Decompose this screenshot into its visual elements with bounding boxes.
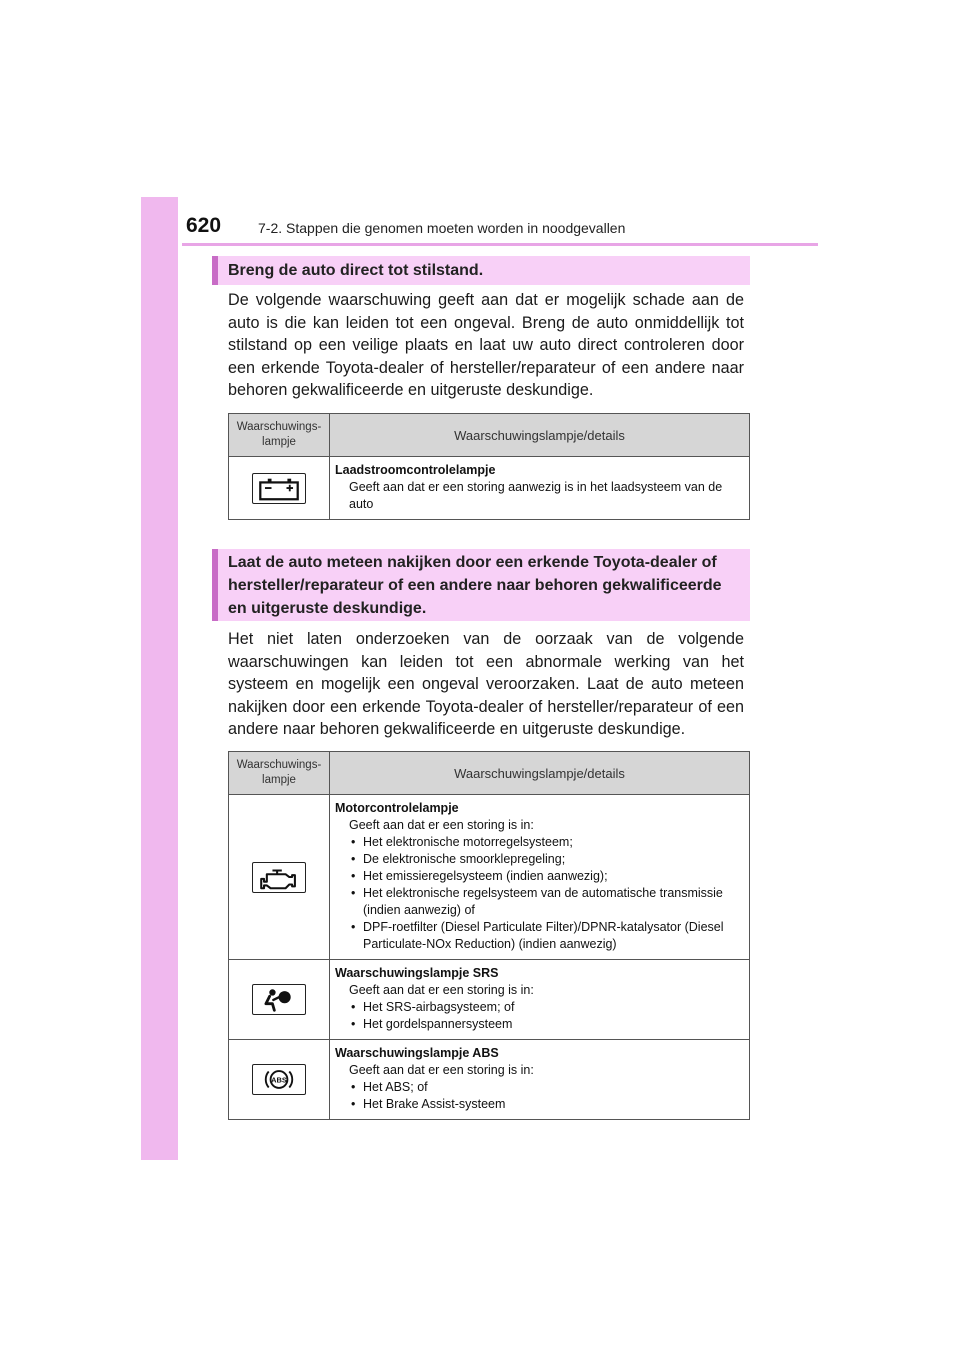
section-paragraph-inspect: Het niet laten onderzoeken van de oorzaak van de volgende waarschuwingen kan leiden tot een abnormale werking van het systeem en mogelijk een ongeval veroorzaken. Laat de auto meteen nakijken door een erkende Toyota-dealer of hersteller/reparateur of een andere naar behoren gekwalificeerde en uitgeruste deskundige. xyxy=(228,630,744,738)
warning-table-inspect xyxy=(228,751,750,1120)
warning-table-stop xyxy=(228,413,750,520)
chapter-sidebar-tab xyxy=(141,197,178,1160)
list-item: • Het SRS-airbagsysteem; of xyxy=(349,999,743,1016)
lamp-name: Waarschuwingslampje ABS xyxy=(335,1046,499,1060)
list-item: • DPF-roetfilter (Diesel Particulate Filter)/DPNR-katalysator (Diesel Particulate-NOx Reduction) (indien aanwezig) xyxy=(349,919,743,953)
icon-cell xyxy=(229,960,330,1040)
section-heading-stop: Breng de auto direct tot stilstand. xyxy=(212,256,750,285)
table-row xyxy=(229,1040,750,1120)
list-item: • Het emissieregelsysteem (indien aanwezig); xyxy=(349,868,743,885)
lamp-description: Geeft aan dat er een storing aanwezig is in het laadsysteem van de auto xyxy=(349,480,723,511)
fault-list xyxy=(335,999,743,1033)
icon-cell xyxy=(229,457,330,520)
list-item: • Het gordelspannersysteem xyxy=(349,1016,743,1033)
details-cell xyxy=(330,457,750,520)
lamp-name: Motorcontrolelampje xyxy=(335,801,459,815)
list-item: • Het ABS; of xyxy=(349,1079,743,1096)
column-header-details: Waarschuwingslampje/details xyxy=(330,414,750,457)
page-number: 620 xyxy=(186,214,222,237)
lamp-name: Laadstroomcontrolelampje xyxy=(335,463,496,477)
table-row xyxy=(229,457,750,520)
table-header-row xyxy=(229,414,750,457)
icon-cell xyxy=(229,795,330,960)
fault-list xyxy=(335,834,743,953)
abs-icon xyxy=(252,1064,306,1095)
column-header-lamp: Waarschuwings-lampje xyxy=(229,752,330,795)
list-item: • Het Brake Assist-systeem xyxy=(349,1096,743,1113)
abs-icon-text: ABS xyxy=(271,1075,287,1085)
table-row xyxy=(229,960,750,1040)
lamp-description: Geeft aan dat er een storing is in: xyxy=(349,983,534,997)
list-item: • De elektronische smoorklepregeling; xyxy=(349,851,743,868)
details-cell xyxy=(330,960,750,1040)
lamp-description: Geeft aan dat er een storing is in: xyxy=(349,818,534,832)
fault-list xyxy=(335,1079,743,1113)
header-divider xyxy=(182,243,818,246)
column-header-lamp: Waarschuwings-lampje xyxy=(229,414,330,457)
srs-airbag-icon xyxy=(252,984,306,1015)
chapter-title: 7-2. Stappen die genomen moeten worden in noodgevallen xyxy=(258,220,626,236)
details-cell xyxy=(330,795,750,960)
section-paragraph-stop: De volgende waarschuwing geeft aan dat er mogelijk schade aan de auto is die kan leiden tot een ongeval. Breng de auto onmiddellijk tot stilstand op een veilige plaats en laat uw auto direct controleren door een erkende Toyota-dealer of hersteller/reparateur of een andere naar behoren gekwalificeerde en uitgeruste deskundige. xyxy=(228,291,744,399)
list-item: • Het elektronische motorregelsysteem; xyxy=(349,834,743,851)
lamp-description: Geeft aan dat er een storing is in: xyxy=(349,1063,534,1077)
details-cell xyxy=(330,1040,750,1120)
column-header-details: Waarschuwingslampje/details xyxy=(330,752,750,795)
list-item: • Het elektronische regelsysteem van de automatische transmissie (indien aanwezig) of xyxy=(349,885,743,919)
table-row xyxy=(229,795,750,960)
lamp-name: Waarschuwingslampje SRS xyxy=(335,966,499,980)
icon-cell xyxy=(229,1040,330,1120)
section-heading-inspect: Laat de auto meteen nakijken door een erkende Toyota-dealer of hersteller/reparateur of een andere naar behoren gekwalificeerde en uitgeruste deskundige. xyxy=(212,549,750,621)
engine-icon xyxy=(252,862,306,893)
table-header-row xyxy=(229,752,750,795)
battery-icon xyxy=(252,473,306,504)
